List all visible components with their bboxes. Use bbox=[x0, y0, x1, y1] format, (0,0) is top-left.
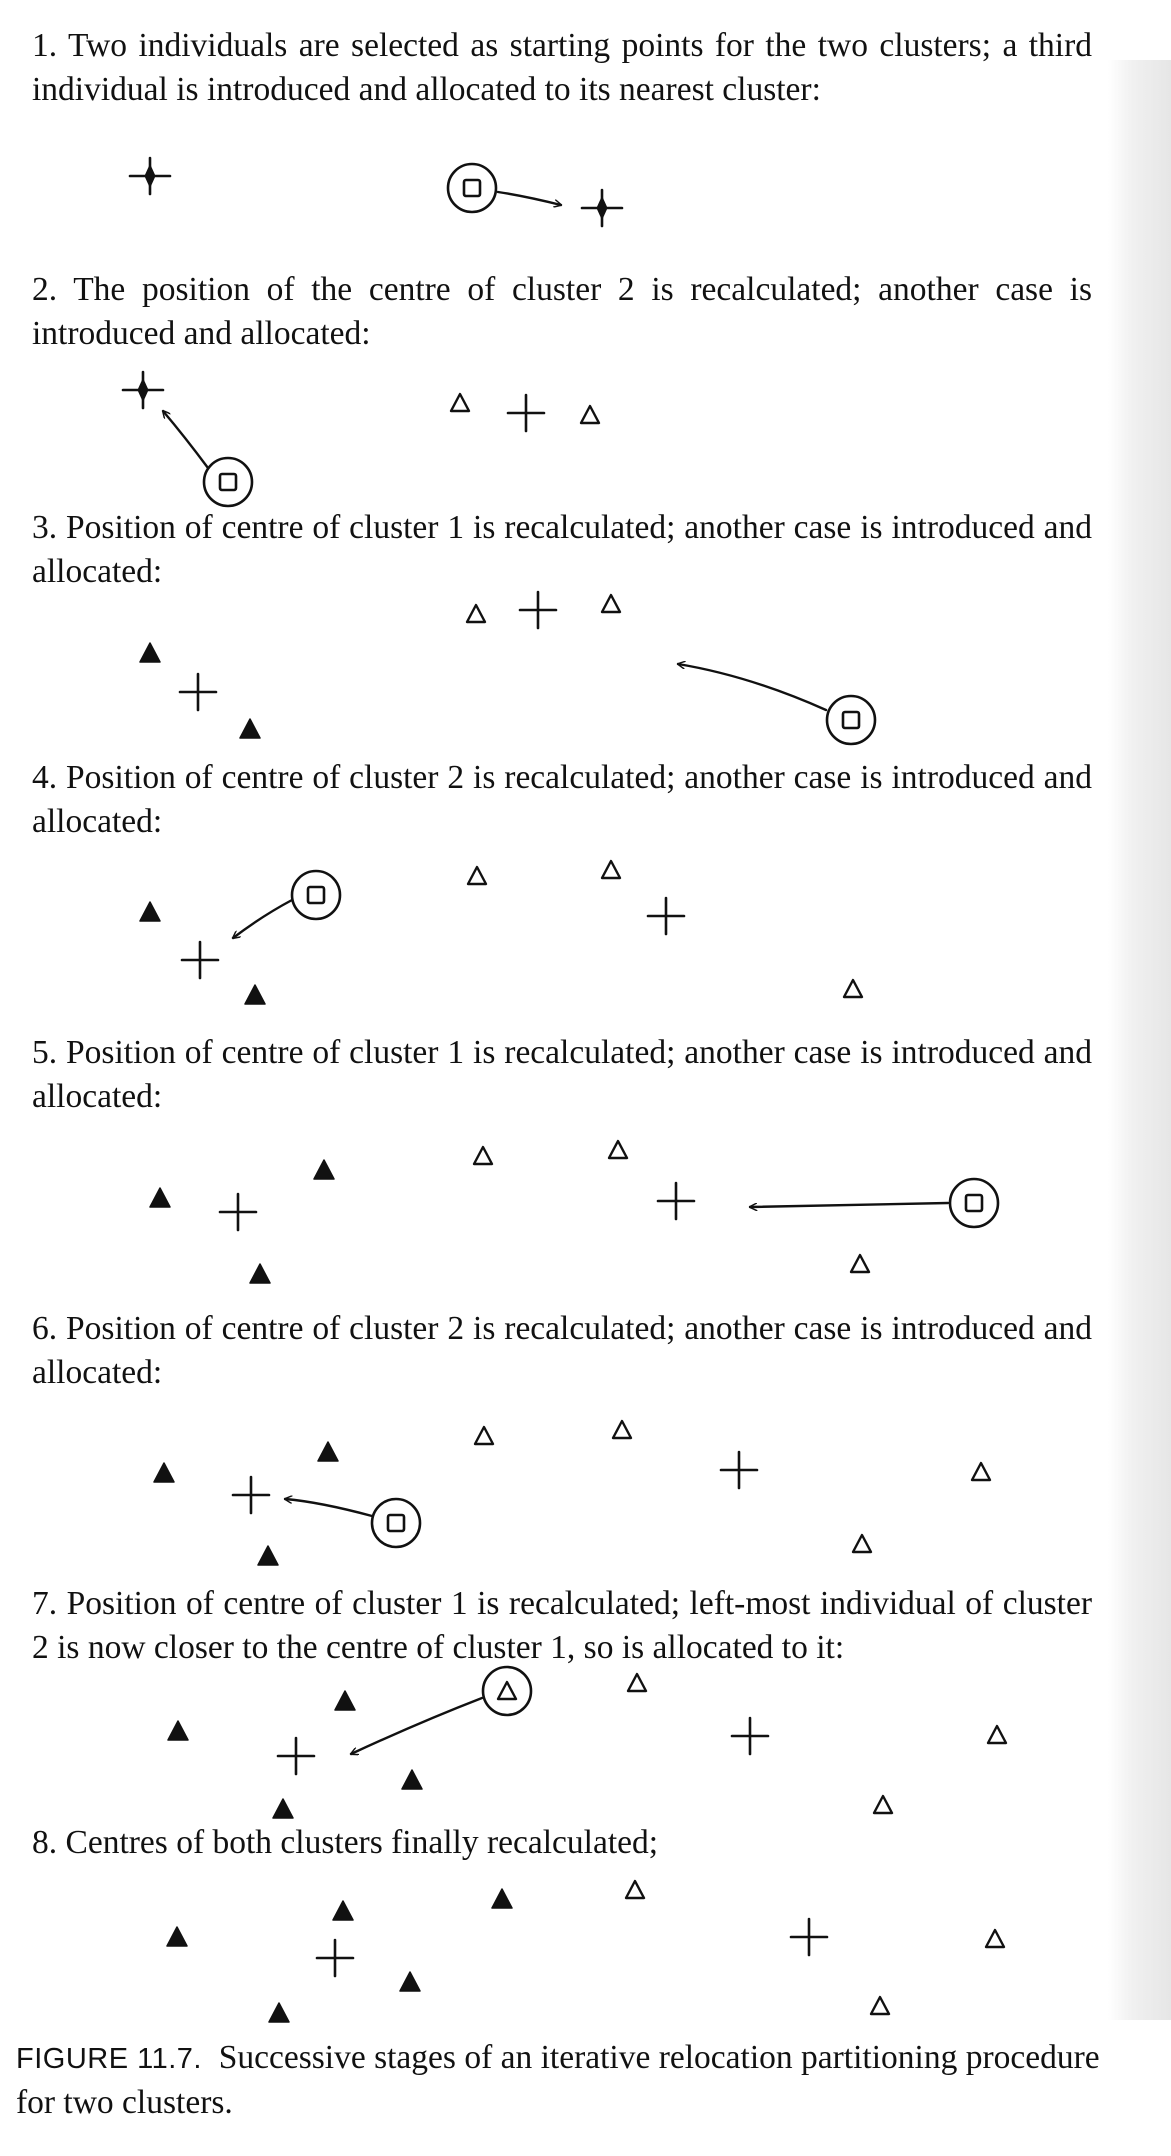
cluster-2-member-triangle bbox=[844, 980, 862, 997]
cluster-2-member-triangle bbox=[874, 1796, 892, 1813]
cluster-centre-cross bbox=[791, 1919, 827, 1955]
cluster-1-member-triangle bbox=[140, 643, 160, 662]
new-case-circle bbox=[204, 458, 252, 506]
cluster-centre-cross bbox=[278, 1738, 314, 1774]
cluster-centre-cross bbox=[658, 1183, 694, 1219]
cluster-centre-cross bbox=[520, 592, 556, 628]
new-case-circle bbox=[950, 1179, 998, 1227]
cluster-2-member-triangle bbox=[451, 394, 469, 411]
cluster-1-member-triangle bbox=[154, 1463, 174, 1482]
cluster-2-member-triangle bbox=[626, 1881, 644, 1898]
new-case-square bbox=[220, 474, 236, 490]
cluster-2-member-triangle bbox=[871, 1997, 889, 2014]
cluster-centre-cross bbox=[732, 1718, 768, 1754]
cluster-centre-cross bbox=[721, 1452, 757, 1488]
cluster-centre-cross bbox=[180, 674, 216, 710]
step-1-text: 1. Two individuals are selected as starting points for the two clusters; a third individual is introduced and allocated to its nearest cluster: bbox=[32, 27, 1093, 108]
allocation-arrow bbox=[750, 1203, 948, 1207]
starting-point-dot bbox=[597, 197, 607, 219]
cluster-centre-cross bbox=[648, 898, 684, 934]
step-8-text: 8. Centres of both clusters finally recalculated; bbox=[32, 1824, 659, 1861]
cluster-1-member-triangle bbox=[250, 1264, 270, 1283]
cluster-1-member-triangle bbox=[335, 1691, 355, 1710]
step-7-text: 7. Position of centre of cluster 1 is recalculated; left-most individual of cluster 2 is now closer to the centre of cluster 1, so is allocated to it: bbox=[32, 1585, 1092, 1666]
cluster-2-member-triangle bbox=[602, 861, 620, 878]
cluster-2-member-triangle bbox=[602, 595, 620, 612]
cluster-2-member-triangle bbox=[988, 1726, 1006, 1743]
cluster-2-member-triangle bbox=[581, 406, 599, 423]
cluster-1-member-triangle bbox=[492, 1889, 512, 1908]
cluster-1-member-triangle bbox=[400, 1972, 420, 1991]
reallocated-case-circle bbox=[483, 1667, 531, 1715]
cluster-2-member-triangle bbox=[475, 1427, 493, 1444]
cluster-2-member-triangle bbox=[972, 1463, 990, 1480]
cluster-2-member-triangle bbox=[986, 1930, 1004, 1947]
allocation-arrow bbox=[285, 1499, 372, 1516]
cluster-2-member-triangle bbox=[851, 1255, 869, 1272]
cluster-1-member-triangle bbox=[314, 1160, 334, 1179]
cluster-2-member-triangle bbox=[609, 1141, 627, 1158]
step-4-text: 4. Position of centre of cluster 2 is recalculated; another case is introduced and allocated: bbox=[32, 759, 1093, 840]
cluster-1-member-triangle bbox=[318, 1442, 338, 1461]
cluster-1-member-triangle bbox=[167, 1927, 187, 1946]
allocation-arrow bbox=[163, 411, 208, 468]
allocation-arrow bbox=[233, 900, 292, 938]
cluster-1-member-triangle bbox=[258, 1546, 278, 1565]
cluster-2-member-triangle bbox=[474, 1147, 492, 1164]
cluster-centre-cross bbox=[220, 1194, 256, 1230]
starting-point-dot bbox=[138, 379, 148, 401]
cluster-1-member-triangle bbox=[245, 985, 265, 1004]
cluster-1-member-triangle bbox=[240, 719, 260, 738]
cluster-centre-cross bbox=[508, 395, 544, 431]
new-case-circle bbox=[292, 871, 340, 919]
allocation-arrow bbox=[351, 1698, 482, 1754]
cluster-1-member-triangle bbox=[168, 1721, 188, 1740]
cluster-1-member-triangle bbox=[269, 2003, 289, 2022]
cluster-2-member-triangle bbox=[613, 1421, 631, 1438]
step-5-text: 5. Position of centre of cluster 1 is recalculated; another case is introduced and allocated: bbox=[32, 1034, 1093, 1115]
cluster-centre-cross bbox=[182, 942, 218, 978]
figure-caption-text: Successive stages of an iterative relocation partitioning procedure for two clusters. bbox=[16, 2039, 1100, 2121]
new-case-square bbox=[308, 887, 324, 903]
starting-point-dot bbox=[145, 165, 155, 187]
step-6-text: 6. Position of centre of cluster 2 is recalculated; another case is introduced and allocated: bbox=[32, 1310, 1093, 1391]
new-case-square bbox=[843, 712, 859, 728]
figure-label: FIGURE 11.7. bbox=[16, 2043, 202, 2075]
cluster-2-member-triangle bbox=[853, 1535, 871, 1552]
cluster-centre-cross bbox=[233, 1477, 269, 1513]
new-case-circle bbox=[372, 1499, 420, 1547]
cluster-centre-cross bbox=[317, 1940, 353, 1976]
allocation-arrow bbox=[498, 192, 561, 205]
reallocated-case-triangle bbox=[498, 1682, 516, 1699]
cluster-2-member-triangle bbox=[467, 605, 485, 622]
cluster-1-member-triangle bbox=[273, 1799, 293, 1818]
cluster-2-member-triangle bbox=[628, 1674, 646, 1691]
cluster-1-member-triangle bbox=[333, 1901, 353, 1920]
cluster-1-member-triangle bbox=[402, 1770, 422, 1789]
new-case-square bbox=[464, 180, 480, 196]
cluster-1-member-triangle bbox=[150, 1188, 170, 1207]
new-case-circle bbox=[827, 696, 875, 744]
step-2-text: 2. The position of the centre of cluster 2 is recalculated; another case is introduced and allocated: bbox=[32, 271, 1092, 352]
cluster-1-member-triangle bbox=[140, 902, 160, 921]
cluster-2-member-triangle bbox=[468, 867, 486, 884]
new-case-square bbox=[388, 1515, 404, 1531]
new-case-square bbox=[966, 1195, 982, 1211]
new-case-circle bbox=[448, 164, 496, 212]
step-3-text: 3. Position of centre of cluster 1 is recalculated; another case is introduced and allocated: bbox=[32, 509, 1093, 590]
allocation-arrow bbox=[678, 664, 826, 710]
